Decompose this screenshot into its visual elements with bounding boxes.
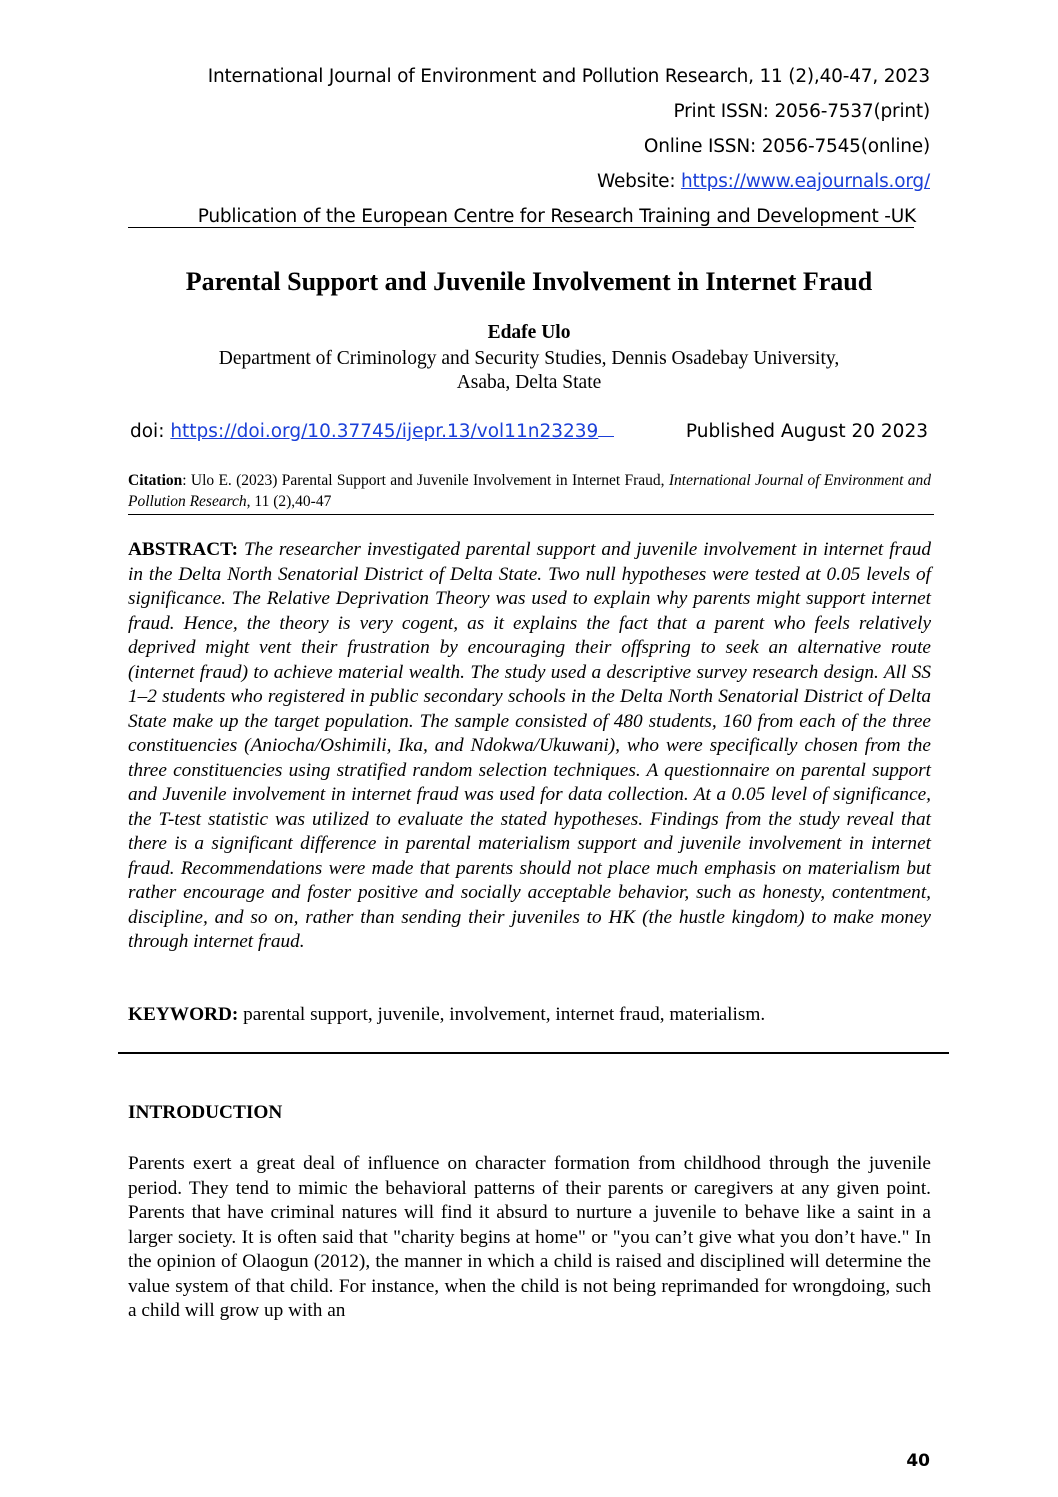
citation-divider bbox=[128, 514, 934, 515]
introduction-text: Parents exert a great deal of influence on character formation from childhood through the juvenile period. They tend to mimic the behavioral patterns of their parents or caregivers at any given point. Parents that have criminal natures will find it absurd to nurture a juvenile to behave like a saint in a larger society. It is often said that "charity begins at home" or "you can’t give what you don’t have." In the opinion of Olaogun (2012), the manner in which a child is raised and disciplined will determine the value system of that child. For instance, when the child is not being reprimanded for wrongdoing, such a child will grow up with an bbox=[128, 1153, 931, 1321]
header-divider bbox=[128, 227, 914, 228]
abstract-label: ABSTRACT: bbox=[128, 539, 238, 560]
author-name: Edafe Ulo bbox=[487, 322, 571, 343]
author-affiliation-line-1: Department of Criminology and Security Studies, Dennis Osadebay University, bbox=[218, 348, 840, 369]
keywords bbox=[128, 1003, 931, 1028]
doi-link[interactable]: https://doi.org/10.37745/ijepr.13/vol11n23239 bbox=[170, 421, 599, 442]
keywords-text: parental support, juvenile, involvement, internet fraud, materialism. bbox=[238, 1004, 766, 1025]
website-label: Website: bbox=[596, 171, 682, 192]
abstract bbox=[128, 538, 931, 955]
citation-journal: International Journal of Environment and Pollution Research bbox=[128, 472, 931, 510]
doi-label: doi: bbox=[130, 421, 171, 442]
online-issn: Online ISSN: 2056-7545(online) bbox=[643, 136, 930, 157]
website-line bbox=[597, 171, 930, 192]
published-date: Published August 20 2023 bbox=[685, 421, 928, 442]
article-title: Parental Support and Juvenile Involvement in Internet Fraud bbox=[185, 267, 873, 296]
keywords-divider bbox=[118, 1052, 949, 1054]
website-link[interactable]: https://www.eajournals.org/ bbox=[681, 171, 930, 192]
print-issn: Print ISSN: 2056-7537(print) bbox=[673, 101, 930, 122]
citation-volume: , 11 (2),40-47 bbox=[246, 493, 332, 510]
journal-header: International Journal of Environment and Pollution Research, 11 (2),40-47, 2023 bbox=[207, 66, 930, 87]
abstract-text: The researcher investigated parental support and juvenile involvement in internet fraud in the Delta North Senatorial District of Delta State. Two null hypotheses were tested at 0.05 levels of significance. The Relative Deprivation Theory was used to explain why parents might support internet fraud. Hence, the theory is very cogent, as it explains the fact that a parent who feels relatively deprived might vent their frustration by encouraging their offspring to seek an alternative route (internet fraud) to achieve material wealth. The study used a descriptive survey research design. All SS 1–2 students who registered in public secondary schools in the Delta North Senatorial District of Delta State make up the target population. The sample consisted of 480 students, 160 from each of the three constituencies (Aniocha/Oshimili, Ika, and Ndokwa/Ukuwani), who were specifically chosen from the three constituencies using stratified random selection techniques. A questionnaire on parental support and Juvenile involvement in internet fraud was used for data collection. At a 0.05 level of significance, the T-test statistic was utilized to evaluate the stated hypotheses. Findings from the study reveal that there is a significant difference in parental materialism support and juvenile involvement in internet fraud. Recommendations were made that parents should not place much emphasis on materialism but rather encourage and foster positive and socially acceptable behavior, such as honesty, contentment, discipline, and so on, rather than sending their juveniles to HK (the hustle kingdom) to make money through internet fraud. bbox=[128, 539, 931, 952]
doi-line bbox=[130, 421, 614, 442]
keywords-label: KEYWORD: bbox=[128, 1004, 239, 1025]
publication-line: Publication of the European Centre for Research Training and Development -UK bbox=[197, 206, 916, 227]
citation-label: Citation bbox=[128, 472, 183, 489]
introduction-heading: INTRODUCTION bbox=[128, 1102, 283, 1123]
citation bbox=[128, 470, 931, 512]
citation-text: : Ulo E. (2023) Parental Support and Juvenile Involvement in Internet Fraud, bbox=[182, 472, 669, 489]
doi-underline bbox=[598, 435, 614, 437]
page-number: 40 bbox=[906, 1451, 930, 1471]
author-affiliation-line-2: Asaba, Delta State bbox=[456, 372, 602, 393]
